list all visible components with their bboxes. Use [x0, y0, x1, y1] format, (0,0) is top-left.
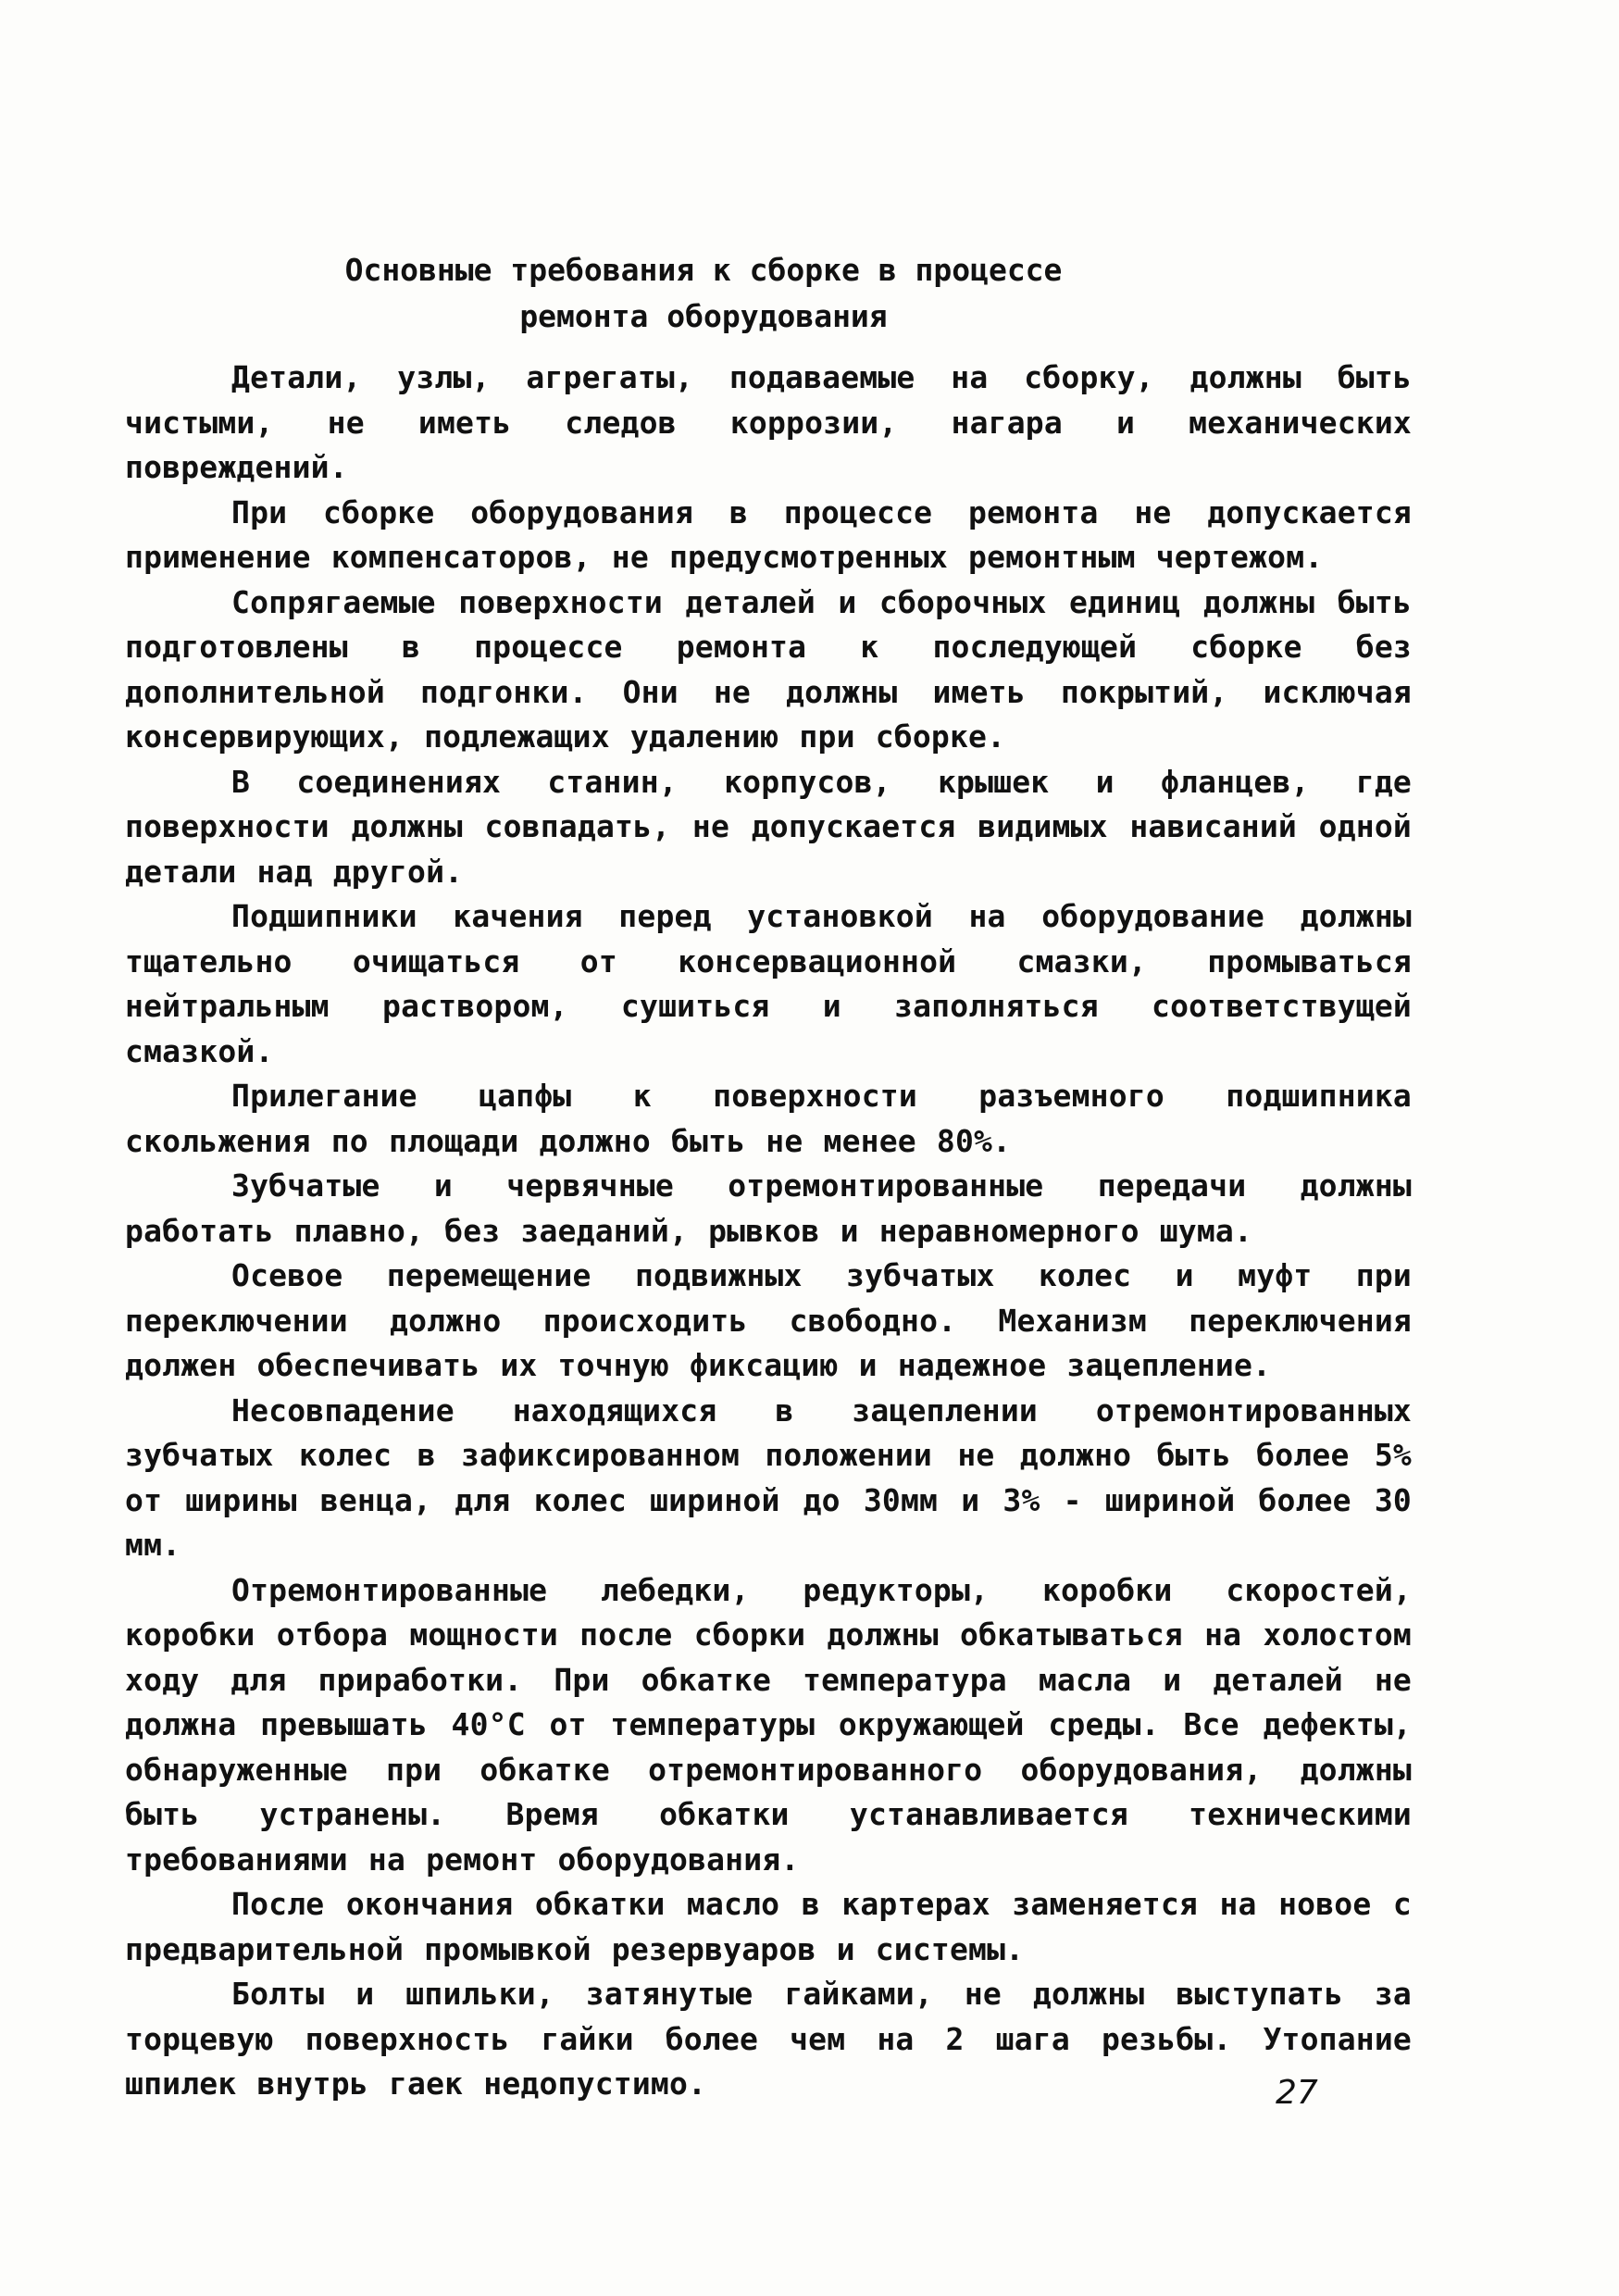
paragraph-parts-cleanliness: Детали, узлы, агрегаты, подаваемые на сборку, должны быть чистыми, не иметь следов коррозии, нагара и механических повреждений. [125, 359, 1412, 485]
section-title-line-1: Основные требования к сборке в процессе [344, 252, 1063, 288]
paragraph-journal-contact: Прилегание цапфы к поверхности разъемного подшипника скольжения по площади должно быть не менее 80%. [125, 1078, 1412, 1159]
paragraph-gear-operation: Зубчатые и червячные отремонтированные передачи должны работать плавно, без заеданий, рывков и неравномерного шума. [125, 1167, 1412, 1249]
paragraph-compensators: При сборке оборудования в процессе ремонта не допускается применение компенсаторов, не предусмотренных ремонтным чертежом. [125, 493, 1412, 575]
paragraph-gear-misalignment: Несовпадение находящихся в зацеплении отремонтированных зубчатых колес в зафиксированном положении не должно быть более 5% от ширины венца, для колес шириной до 30мм и 3% - шириной более 30 мм. [125, 1391, 1412, 1563]
page-number: 27 [1276, 2074, 1318, 2112]
paragraph-run-in: Отремонтированные лебедки, редукторы, коробки скоростей, коробки отбора мощности после сборки должны обкатываться на холостом ходу для приработки. При обкатке температура масла и деталей не должна превышать 40°С от температуры окружающей среды. Все дефекты, обнаруженные при обкатке отремонтированного оборудования, должны быть устранены. Время обкатки устанавливается техническими требованиями на ремонт оборудования. [125, 1571, 1412, 1878]
paragraph-oil-change: После окончания обкатки масло в картерах заменяется на новое с предварительной промывкой резервуаров и системы. [125, 1886, 1412, 1967]
section-title-line-2: ремонта оборудования [519, 298, 888, 334]
paragraph-flange-joints: В соединениях станин, корпусов, крышек и фланцев, где поверхности должны совпадать, не допускается видимых нависаний одной детали над другой. [125, 763, 1412, 890]
paragraph-axial-movement: Осевое перемещение подвижных зубчатых колес и муфт при переключении должно происходить свободно. Механизм переключения должен обеспечивать их точную фиксацию и надежное зацепление. [125, 1257, 1412, 1383]
document-body [125, 356, 1412, 2107]
paragraph-rolling-bearings: Подшипники качения перед установкой на оборудование должны тщательно очищаться от консервационной смазки, промываться нейтральным раствором, сушиться и заполняться соответствущей смазкой. [125, 898, 1412, 1069]
paragraph-bolts-studs: Болты и шпильки, затянутые гайками, не должны выступать за торцевую поверхность гайки более чем на 2 шага резьбы. Утопание шпилек внутрь гаек недопустимо. [125, 1976, 1412, 2102]
paragraph-mating-surfaces: Сопрягаемые поверхности деталей и сборочных единиц должны быть подготовлены в процессе ремонта к последующей сборке без дополнительной подгонки. Они не должны иметь покрытий, исключая консервирующих, подлежащих удалению при сборке. [125, 583, 1412, 755]
